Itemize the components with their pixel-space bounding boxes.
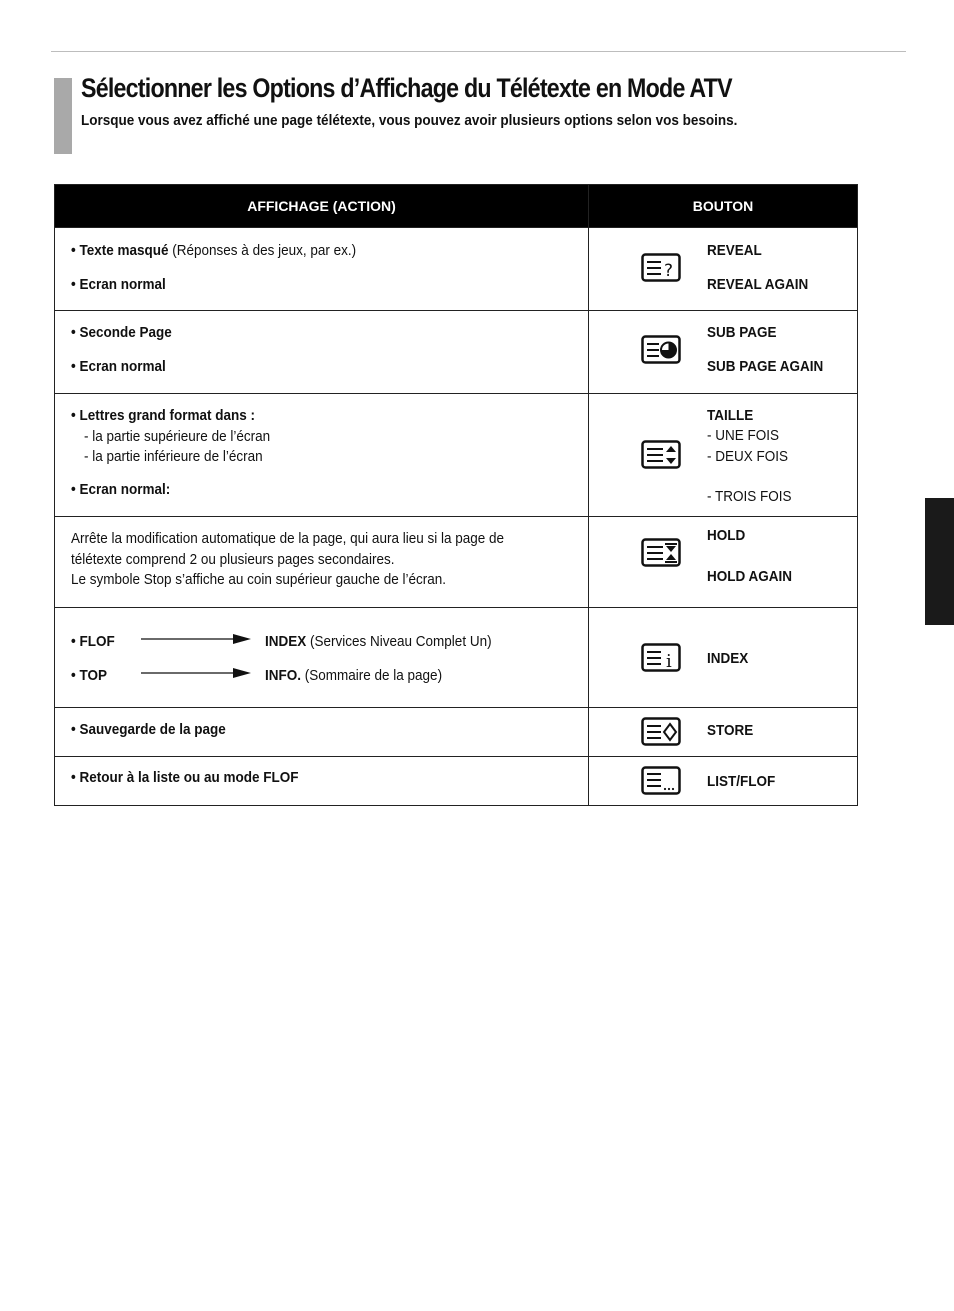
table-row xyxy=(55,608,858,708)
action-line: télétexte comprend 2 ou plusieurs pages secondaires. xyxy=(71,551,395,568)
action-line: • Retour à la liste ou au mode FLOF xyxy=(71,769,299,786)
button-cell xyxy=(589,228,858,311)
store-icon xyxy=(641,716,681,748)
action-cell xyxy=(55,394,589,517)
table-header-row xyxy=(55,185,858,228)
table-row xyxy=(55,228,858,311)
action-target: INFO. (Sommaire de la page) xyxy=(265,667,443,684)
arrow-icon xyxy=(141,634,251,644)
action-line: • Ecran normal xyxy=(71,358,166,375)
button-cell xyxy=(589,757,858,806)
action-line: - la partie inférieure de l’écran xyxy=(84,448,263,465)
sub-page-icon xyxy=(641,334,681,366)
action-cell xyxy=(55,228,589,311)
size-icon xyxy=(641,439,681,471)
reveal-icon xyxy=(641,252,681,284)
index-icon xyxy=(641,642,681,674)
button-label: - TROIS FOIS xyxy=(707,488,792,505)
action-line: • TOP xyxy=(71,667,107,684)
button-label: HOLD xyxy=(707,527,746,544)
action-line: - la partie supérieure de l’écran xyxy=(84,428,271,445)
action-line: • Sauvegarde de la page xyxy=(71,721,226,738)
button-label: STORE xyxy=(707,722,754,739)
action-cell xyxy=(55,311,589,394)
list-flof-icon xyxy=(641,765,681,797)
button-label: REVEAL AGAIN xyxy=(707,276,809,293)
button-label: HOLD AGAIN xyxy=(707,568,793,585)
action-line: • Texte masqué (Réponses à des jeux, par ex.) xyxy=(71,242,357,259)
top-rule xyxy=(51,51,906,52)
svg-text:i: i xyxy=(666,651,672,672)
action-line: • Ecran normal: xyxy=(71,481,171,498)
button-cell xyxy=(589,517,858,608)
button-cell xyxy=(589,608,858,708)
button-label: - UNE FOIS xyxy=(707,427,780,444)
action-line: • FLOF xyxy=(71,633,115,650)
title-accent-bar xyxy=(54,78,72,154)
action-line: • Seconde Page xyxy=(71,324,172,341)
action-line: • Lettres grand format dans : xyxy=(71,407,256,424)
svg-text:?: ? xyxy=(664,261,674,281)
button-cell xyxy=(589,311,858,394)
table-row xyxy=(55,311,858,394)
teletext-options-table xyxy=(54,184,858,806)
table-row xyxy=(55,757,858,806)
button-label: - DEUX FOIS xyxy=(707,448,789,465)
action-cell xyxy=(55,517,589,608)
table-row xyxy=(55,708,858,757)
side-section-tab xyxy=(925,498,954,625)
page-subtitle: Lorsque vous avez affiché une page télétexte, vous pouvez avoir plusieurs options selon vos besoins. xyxy=(81,112,738,129)
header-action: AFFICHAGE (ACTION) xyxy=(55,185,589,228)
header-button: BOUTON xyxy=(589,185,858,228)
button-label: SUB PAGE xyxy=(707,324,777,341)
action-line: • Ecran normal xyxy=(71,276,166,293)
action-line: Arrête la modification automatique de la page, qui aura lieu si la page de xyxy=(71,530,505,547)
button-cell xyxy=(589,394,858,517)
action-target: INDEX (Services Niveau Complet Un) xyxy=(265,633,492,650)
button-cell xyxy=(589,708,858,757)
hold-icon xyxy=(641,537,681,569)
button-label: TAILLE xyxy=(707,407,754,424)
action-cell xyxy=(55,708,589,757)
arrow-icon xyxy=(141,668,251,678)
action-cell xyxy=(55,608,589,708)
table-row xyxy=(55,394,858,517)
action-line: Le symbole Stop s’affiche au coin supérieur gauche de l’écran. xyxy=(71,571,446,588)
action-cell xyxy=(55,757,589,806)
button-label: REVEAL xyxy=(707,242,762,259)
page-title: Sélectionner les Options d’Affichage du Télétexte en Mode ATV xyxy=(81,73,732,103)
button-label: LIST/FLOF xyxy=(707,773,776,790)
table-row xyxy=(55,517,858,608)
button-label: SUB PAGE AGAIN xyxy=(707,358,824,375)
button-label: INDEX xyxy=(707,650,749,667)
